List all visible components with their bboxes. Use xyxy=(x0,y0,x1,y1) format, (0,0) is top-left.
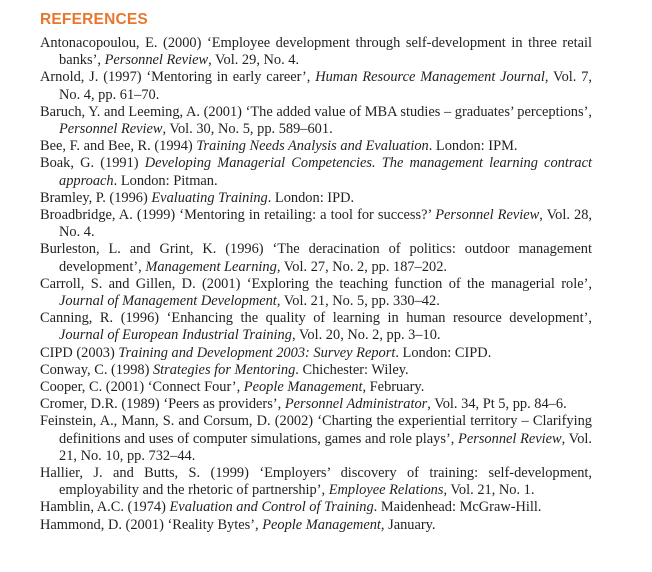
references-heading: REFERENCES xyxy=(40,11,148,28)
reference-source-title: Personnel Review xyxy=(435,207,540,224)
reference-text: Boak, G. (1991) xyxy=(40,155,145,172)
reference-text: , Vol. 28, No. 4. xyxy=(59,207,592,241)
reference-entry xyxy=(40,138,592,155)
reference-text: , Vol. 30, No. 5, pp. 589–601. xyxy=(162,121,333,138)
reference-source-title: Management Learning xyxy=(145,258,277,275)
reference-entry xyxy=(40,465,592,499)
reference-text: . London: IPD. xyxy=(267,189,355,206)
reference-entry xyxy=(40,190,592,207)
reference-source-title: Journal of Management Development xyxy=(59,293,277,310)
reference-text: Hamblin, A.C. (1974) xyxy=(40,499,170,516)
reference-text: Baruch, Y. and Leeming, A. (2001) ‘The added value of MBA studies – graduates’ perceptions’, xyxy=(40,103,592,120)
reference-entry xyxy=(40,379,592,396)
reference-text: Carroll, S. and Gillen, D. (2001) ‘Exploring the teaching function of the managerial role’, xyxy=(40,275,592,292)
reference-source-title: Developing Managerial Competencies. The management learning contract approach xyxy=(59,155,593,189)
reference-text: Broadbridge, A. (1999) ‘Mentoring in retailing: a tool for success?’ xyxy=(40,207,436,224)
reference-entry xyxy=(40,517,592,534)
reference-entry xyxy=(40,104,592,138)
reference-source-title: People Management xyxy=(243,379,363,396)
reference-entry xyxy=(40,69,592,103)
reference-source-title: Strategies for Mentoring xyxy=(152,361,296,378)
reference-entry xyxy=(40,413,592,465)
reference-text: , Vol. 20, No. 2, pp. 3–10. xyxy=(291,327,441,344)
reference-entry xyxy=(40,345,592,362)
reference-source-title: Personnel Administrator xyxy=(284,396,428,413)
reference-entry xyxy=(40,499,592,516)
reference-source-title: People Management xyxy=(262,516,381,533)
reference-source-title: Evaluation and Control of Training xyxy=(169,499,374,516)
reference-text: , Vol. 7, No. 4, pp. 61–70. xyxy=(59,69,592,103)
references-page xyxy=(40,10,592,534)
reference-text: Conway, C. (1998) xyxy=(40,361,153,378)
reference-text: , Vol. 21, No. 10, pp. 732–44. xyxy=(59,430,593,464)
reference-entry xyxy=(40,276,592,310)
reference-text: Hallier, J. and Butts, S. (1999) ‘Employers’ discovery of training: self-development, employability and the rhetoric of partnership’, xyxy=(40,465,592,499)
reference-text: Canning, R. (1996) ‘Enhancing the quality of learning in human resource development’, xyxy=(40,310,592,327)
reference-text: Arnold, J. (1997) ‘Mentoring in early career’, xyxy=(40,69,316,86)
reference-text: . Maidenhead: McGraw-Hill. xyxy=(373,499,542,516)
reference-entry xyxy=(40,310,592,344)
reference-text: , January. xyxy=(380,516,436,533)
reference-source-title: Human Resource Management Journal xyxy=(315,69,545,86)
reference-text: Bee, F. and Bee, R. (1994) xyxy=(40,138,197,155)
reference-entry xyxy=(40,362,592,379)
reference-entry xyxy=(40,241,592,275)
reference-text: , Vol. 29, No. 4. xyxy=(208,52,300,69)
reference-source-title: Personnel Review xyxy=(59,121,163,138)
reference-text: , Vol. 34, Pt 5, pp. 84–6. xyxy=(427,396,567,413)
reference-text: , February. xyxy=(362,379,425,396)
reference-text: . London: IPM. xyxy=(428,138,518,155)
reference-source-title: Journal of European Industrial Training xyxy=(59,327,292,344)
reference-source-title: Personnel Review xyxy=(104,52,209,69)
reference-text: . London: Pitman. xyxy=(113,172,218,189)
reference-text: Burleston, L. and Grint, K. (1996) ‘The deracination of politics: outdoor management development’, xyxy=(40,241,592,275)
reference-text: Antonacopoulou, E. (2000) ‘Employee development through self-development in three retail banks’, xyxy=(40,35,592,69)
reference-entry xyxy=(40,35,592,69)
reference-entry xyxy=(40,207,592,241)
reference-text: Hammond, D. (2001) ‘Reality Bytes’, xyxy=(40,516,263,533)
reference-source-title: Training Needs Analysis and Evaluation xyxy=(196,138,429,155)
reference-text: Bramley, P. (1996) xyxy=(40,189,152,206)
reference-entry xyxy=(40,396,592,413)
reference-text: . London: CIPD. xyxy=(395,344,492,361)
reference-text: , Vol. 21, No. 5, pp. 330–42. xyxy=(276,293,440,310)
reference-text: Feinstein, A., Mann, S. and Corsum, D. (2002) ‘Charting the experiential territory – Clarifying definitions and uses of computer simulations, games and role plays’, xyxy=(40,413,592,447)
reference-entry xyxy=(40,155,592,189)
reference-text: Cromer, D.R. (1989) ‘Peers as providers’, xyxy=(40,396,285,413)
reference-source-title: Training and Development 2003: Survey Report xyxy=(118,344,396,361)
references-list xyxy=(40,35,592,534)
reference-text: CIPD (2003) xyxy=(40,344,119,361)
reference-source-title: Evaluating Training xyxy=(151,189,268,206)
reference-source-title: Personnel Review xyxy=(458,430,562,447)
reference-text: , Vol. 21, No. 1. xyxy=(443,482,535,499)
reference-text: Cooper, C. (2001) ‘Connect Four’, xyxy=(40,379,244,396)
reference-text: , Vol. 27, No. 2, pp. 187–202. xyxy=(276,258,447,275)
reference-source-title: Employee Relations xyxy=(328,482,444,499)
reference-text: . Chichester: Wiley. xyxy=(295,361,409,378)
